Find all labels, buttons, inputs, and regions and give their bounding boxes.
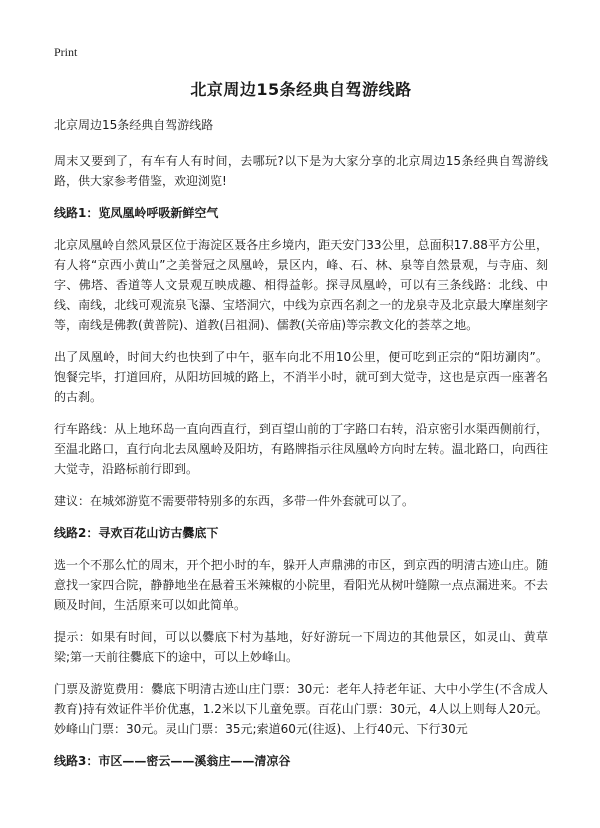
route1-suggestion: 建议：在城郊游览不需要带特别多的东西，多带一件外套就可以了。	[54, 494, 415, 508]
route2-heading: 线路2：寻欢百花山访古爨底下	[54, 526, 219, 540]
route1-description: 北京凤凰岭自然风景区位于海淀区聂各庄乡境内，距天安门33公里，总面积17.88平方公里，有人将“京西小黄山”之美誉冠之凤凰岭，景区内，峰、石、林、泉等自然景观，与寺庙、刻字、佛塔、香道等人文景观互映成趣、相得益彰。探寻凤凰岭，可以有三条线路：北线、中线、南线，北线可观流泉飞瀑、宝塔洞穴，中线为京西名刹之一的龙泉寺及北京最大摩崖刻字等，南线是佛教(黄普院)、道教(吕祖洞)、儒教(关帝庙)等宗教文化的荟萃之地。	[54, 238, 548, 332]
route1-heading: 线路1：览凤凰岭呼吸新鲜空气	[54, 206, 219, 220]
route2-description: 选一个不那么忙的周末，开个把小时的车，躲开人声鼎沸的市区，到京西的明清古迹山庄。随意找一家四合院，静静地坐在悬着玉米辣椒的小院里，看阳光从树叶缝隙一点点漏进来。不去顾及时间，生活原来可以如此简单。	[54, 558, 548, 612]
print-link[interactable]: Print	[54, 45, 78, 59]
route1-lunch: 出了凤凰岭，时间大约也快到了中午，驱车向北不用10公里，便可吃到正宗的“阳坊涮肉”。饱餐完毕，打道回府，从阳坊回城的路上，不消半小时，就可到大觉寺，这也是京西一座著名的古刹。	[54, 350, 548, 404]
page-title: 北京周边15条经典自驾游线路	[190, 80, 412, 99]
intro-paragraph: 周末又要到了，有车有人有时间，去哪玩?以下是为大家分享的北京周边15条经典自驾游线路，供大家参考借鉴，欢迎浏览!	[54, 154, 548, 188]
article	[54, 78, 548, 783]
route3-heading: 线路3：市区——密云——溪翁庄——清凉谷	[54, 754, 291, 768]
article-subtitle: 北京周边15条经典自驾游线路	[54, 118, 214, 132]
route2-tickets: 门票及游览费用：爨底下明清古迹山庄门票：30元：老年人持老年证、大中小学生(不含成人教育)持有效证件半价优惠，1.2米以下儿童免票。百花山门票：30元，4人以上则每人20元。妙峰山门票：30元。灵山门票：35元;索道60元(往返)、上行40元、下行30元	[54, 682, 548, 736]
route2-tip: 提示：如果有时间，可以以爨底下村为基地，好好游玩一下周边的其他景区，如灵山、黄草梁;第一天前往爨底下的途中，可以上妙峰山。	[54, 630, 548, 664]
route1-driving-route: 行车路线：从上地环岛一直向西直行，到百望山前的丁字路口右转，沿京密引水渠西侧前行，至温北路口，直行向北去凤凰岭及阳坊，有路牌指示往凤凰岭方向时左转。温北路口，向西往大觉寺，沿路标前行即到。	[54, 422, 548, 476]
